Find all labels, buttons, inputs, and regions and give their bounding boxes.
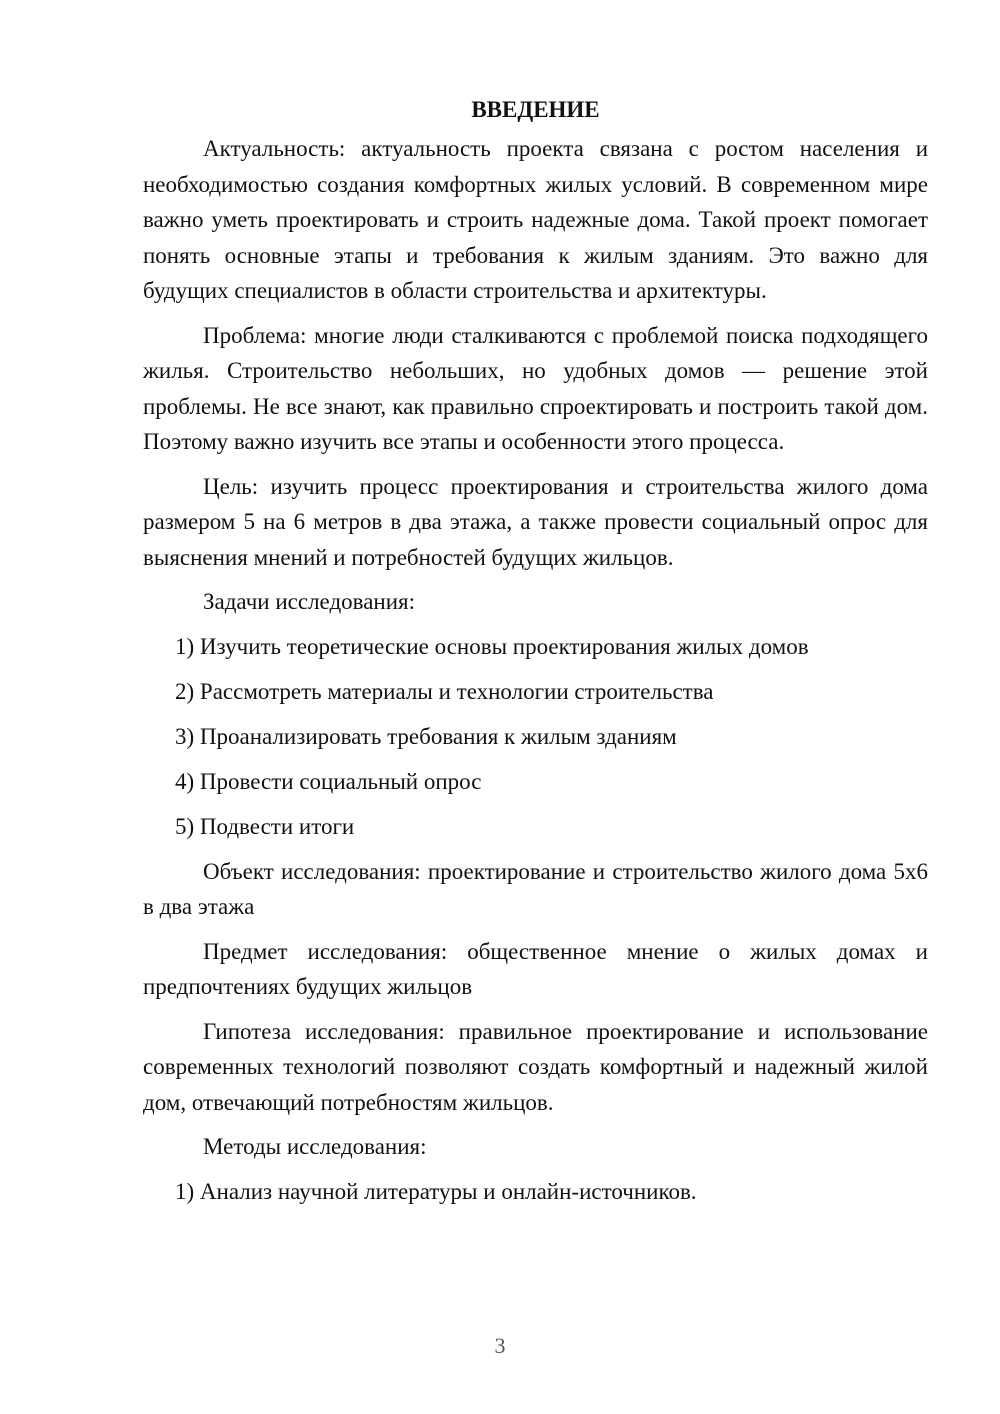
goal-paragraph: Цель: изучить процесс проектирования и строительства жилого дома размером 5 на 6 метров в два этажа, а также провести социальный опрос для выяснения мнений и потребностей будущих жильцов.: [143, 473, 928, 570]
problem-paragraph: Проблема: многие люди сталкиваются с проблемой поиска подходящего жилья. Строительство небольших, но удобных домов — решение этой проблемы. Не все знают, как правильно спроектировать и построить такой дом. Поэтому важно изучить все этапы и особенности этого процесса.: [143, 322, 928, 454]
task-item: 5) Подвести итоги: [175, 813, 355, 839]
methods-heading: Методы исследования:: [203, 1134, 427, 1159]
section-title: ВВЕДЕНИЕ: [471, 97, 600, 122]
task-item: 2) Рассмотреть материалы и технологии строительства: [175, 678, 714, 704]
subject-paragraph: Предмет исследования: общественное мнение о жилых домах и предпочтениях будущих жильцов: [143, 938, 928, 999]
object-paragraph: Объект исследования: проектирование и строительство жилого дома 5х6 в два этажа: [143, 858, 928, 919]
relevance-paragraph: Актуальность: актуальность проекта связана с ростом населения и необходимостью создания комфортных жилых условий. В современном мире важно уметь проектировать и строить надежные дома. Такой проект помогает понять основные этапы и требования к жилым зданиям. Это важно для будущих специалистов в области строительства и архитектуры.: [143, 136, 928, 303]
task-item: 3) Проанализировать требования к жилым зданиям: [175, 723, 677, 749]
document-page: [143, 92, 928, 1219]
hypothesis-paragraph: Гипотеза исследования: правильное проектирование и использование современных технологий позволяют создать комфортный и надежный жилой дом, отвечающий потребностям жильцов.: [143, 1018, 928, 1115]
task-item: 4) Провести социальный опрос: [175, 768, 482, 794]
task-item: 1) Изучить теоретические основы проектирования жилых домов: [175, 633, 809, 659]
method-item: 1) Анализ научной литературы и онлайн-источников.: [175, 1178, 697, 1204]
page-number: 3: [494, 1333, 506, 1358]
tasks-heading: Задачи исследования:: [203, 589, 416, 614]
